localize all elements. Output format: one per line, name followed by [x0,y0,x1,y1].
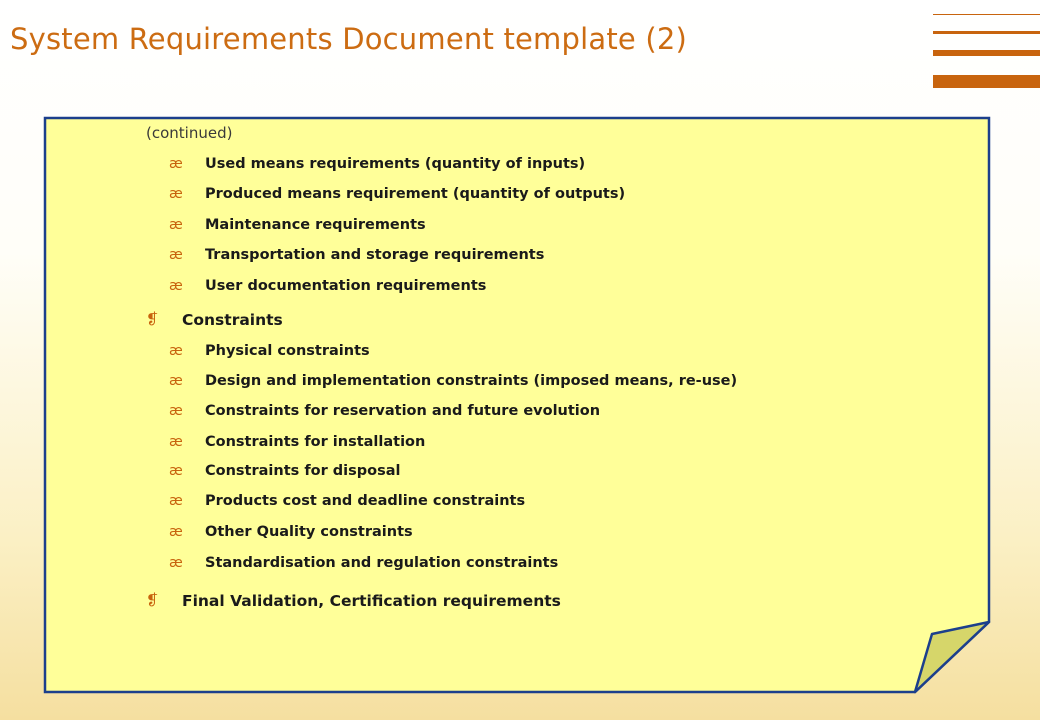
arrow-bullet-icon: æ [169,217,183,233]
circle-bullet-icon: ❡ [146,310,159,328]
circle-bullet-icon: ❡ [146,591,159,609]
arrow-bullet-icon: æ [169,247,183,263]
arrow-bullet-icon: æ [169,555,183,571]
arrow-bullet-icon: æ [169,343,183,359]
continued-label: (continued) [146,124,233,142]
arrow-bullet-icon: æ [169,403,183,419]
arrow-bullet-icon: æ [169,373,183,389]
arrow-bullet-icon: æ [169,186,183,202]
arrow-bullet-icon: æ [169,524,183,540]
slide-content: (continued) æ Used means requirements (quantity of inputs) æ Produced means requirement (quantity of outputs) æ Maintenance requirements æ Transportation and storage requirements æ User documentation requirements ❡ Constraints æ Physical constraints æ Design and implementation constraints (imposed means, re-use) æ Constraints for reservation and future evolution æ Constraints for installation æ Constraints for disposal æ Products cost and deadline constraints æ Other Quality constraints æ Standardisation and regulation constraints ❡ Final Validation, Certification requirements [146,124,738,610]
arrow-bullet-icon: æ [169,463,183,479]
arrow-bullet-icon: æ [169,278,183,294]
arrow-bullet-icon: æ [169,434,183,450]
arrow-bullet-icon: æ [169,493,183,509]
slide-title: System Requirements Document template (2) [10,22,688,56]
arrow-bullet-icon: æ [169,156,183,172]
